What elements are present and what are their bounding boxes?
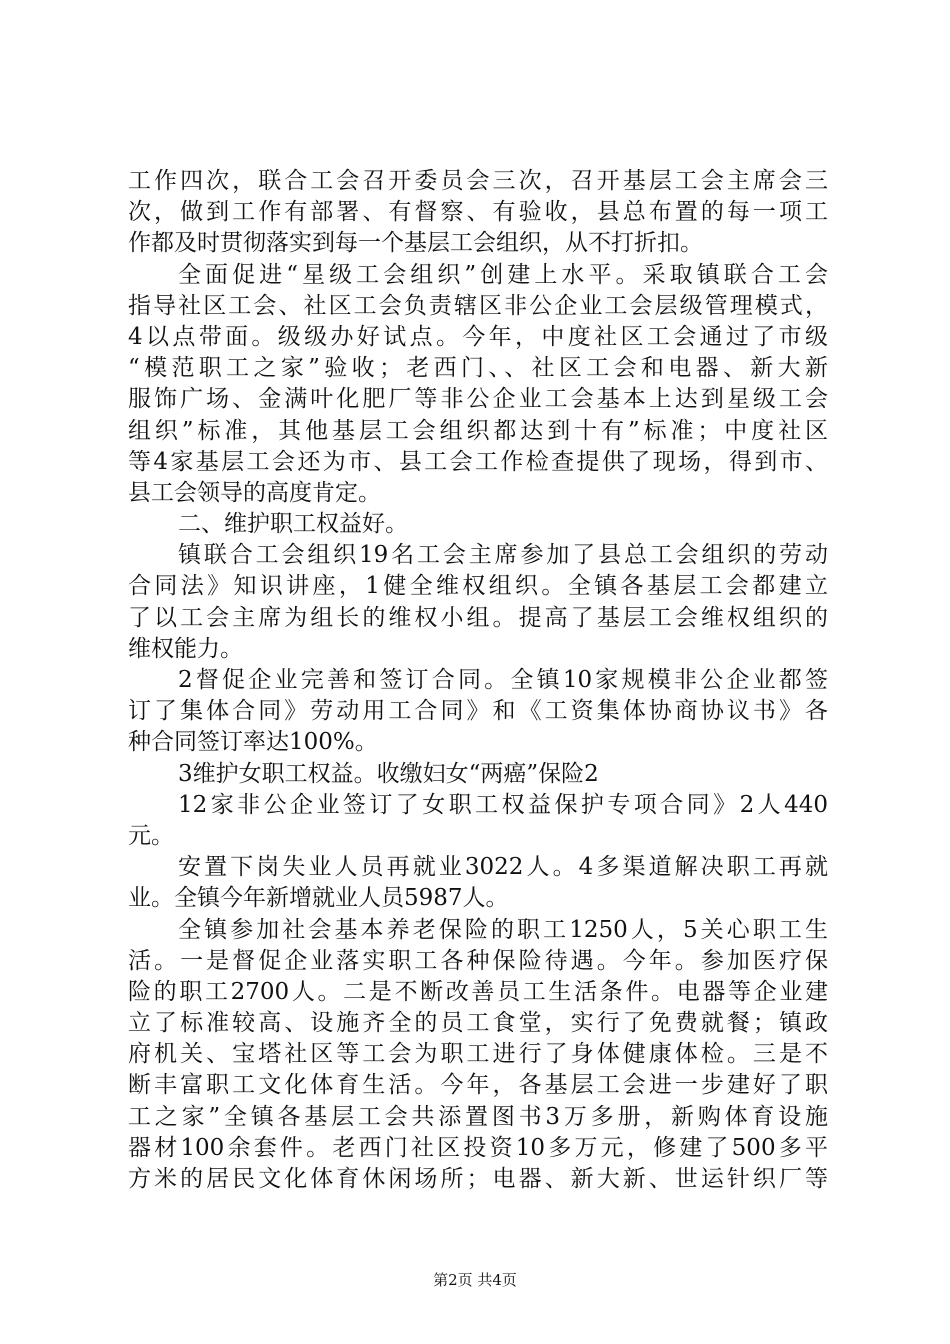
text-line: 断丰富职工文化体育生活。今年，各基层工会进一步建好了职 xyxy=(128,1072,828,1099)
text-line: 作都及时贯彻落实到每一个基层工会组织，从不打折扣。 xyxy=(128,230,703,257)
text-line: 镇联合工会组织19名工会主席参加了县总工会组织的劳动 xyxy=(178,542,828,569)
text-line: 府机关、宝塔社区等工会为职工进行了身体健康体检。三是不 xyxy=(128,1041,828,1068)
text-line: 服饰广场、金满叶化肥厂等非公企业工会基本上达到星级工会 xyxy=(128,386,828,413)
text-line: 工作四次，联合工会召开委员会三次，召开基层工会主席会三 xyxy=(128,168,828,194)
text-line: 次，做到工作有部署、有督察、有验收，县总布置的每一项工 xyxy=(128,199,828,226)
text-line: 县工会领导的高度肯定。 xyxy=(128,479,381,506)
text-line: 安置下岗失业人员再就业3022人。4多渠道解决职工再就 xyxy=(178,854,828,881)
text-line: 12家非公企业签订了女职工权益保护专项合同》2人440 xyxy=(178,791,828,818)
text-line: 指导社区工会、社区工会负责辖区非公企业工会层级管理模式， xyxy=(128,292,828,319)
text-line: 订了集体合同》劳动用工合同》和《工资集体协商协议书》各 xyxy=(128,698,828,725)
text-line: 组织”标准，其他基层工会组织都达到十有”标准；中度社区 xyxy=(128,417,828,444)
page-footer: 第2页 共4页 xyxy=(433,1271,517,1289)
document-body xyxy=(128,166,828,1195)
text-line: 等4家基层工会还为市、县工会工作检查提供了现场，得到市、 xyxy=(128,448,828,475)
text-line: 器材100余套件。老西门社区投资10多万元，修建了500多平 xyxy=(128,1134,828,1161)
text-line: 种合同签订率达100%。 xyxy=(128,729,378,756)
text-line: 3维护女职工权益。收缴妇女“两癌”保险2 xyxy=(178,760,599,787)
text-line: 全镇参加社会基本养老保险的职工1250人，5关心职工生 xyxy=(178,916,828,943)
text-line: 元。 xyxy=(128,822,174,849)
text-line: 了以工会主席为组长的维权小组。提高了基层工会维权组织的 xyxy=(128,604,828,631)
text-line: 全面促进“星级工会组织”创建上水平。采取镇联合工会 xyxy=(178,261,828,288)
text-line: 2督促企业完善和签订合同。全镇10家规模非公企业都签 xyxy=(178,667,828,693)
text-line: 二、维护职工权益好。 xyxy=(178,511,408,538)
text-line: 合同法》知识讲座，1健全维权组织。全镇各基层工会都建立 xyxy=(128,573,828,600)
text-line: 活。一是督促企业落实职工各种保险待遇。今年。参加医疗保 xyxy=(128,947,828,974)
text-line: 险的职工2700人。二是不断改善员工生活条件。电器等企业建 xyxy=(128,978,828,1005)
text-line: “模范职工之家”验收；老西门、、社区工会和电器、新大新 xyxy=(128,355,828,382)
text-line: 立了标准较高、设施齐全的员工食堂，实行了免费就餐；镇政 xyxy=(128,1010,828,1037)
text-line: 业。全镇今年新增就业人员5987人。 xyxy=(128,885,509,912)
text-line: 工之家”全镇各基层工会共添置图书3万多册，新购体育设施 xyxy=(128,1103,828,1130)
text-line: 方米的居民文化体育休闲场所；电器、新大新、世运针织厂等 xyxy=(128,1166,828,1192)
text-line: 4以点带面。级级办好试点。今年，中度社区工会通过了市级 xyxy=(128,323,828,350)
text-line: 维权能力。 xyxy=(128,635,243,662)
